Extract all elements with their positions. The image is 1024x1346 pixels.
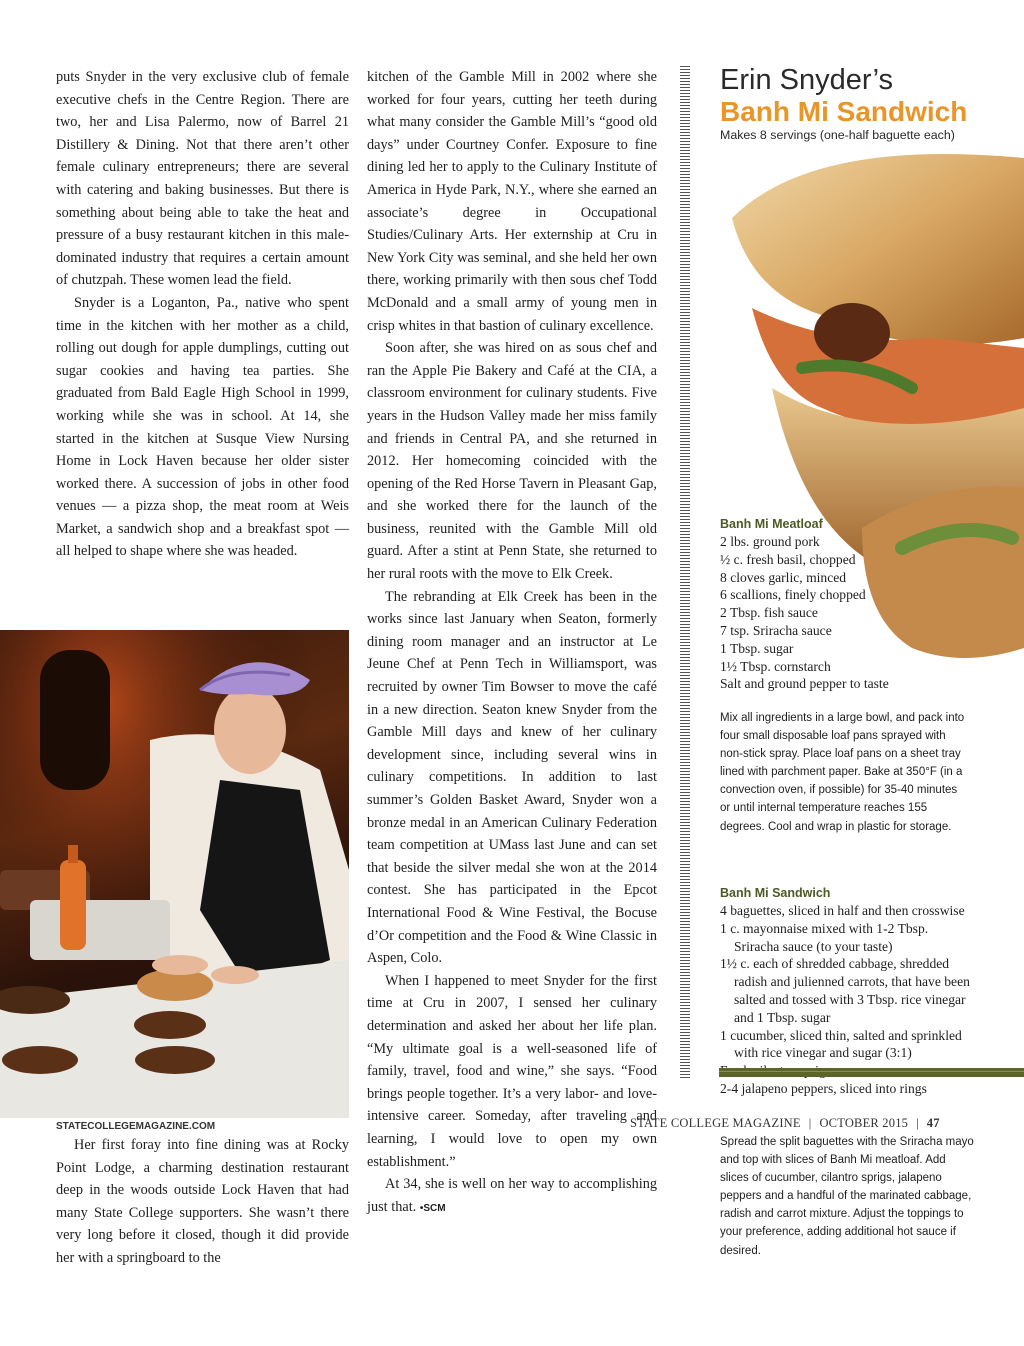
meatloaf-ingredient-list <box>720 533 960 693</box>
article-paragraph: When I happened to meet Snyder for the first time at Cru in 2007, I sensed her culinary determination and asked her about her life plan. “My ultimate goal is a well-seasoned life of family, travel, food and wine,” she says. “Food brings people together. It’s a very labor- and love-intensive career. Someday, after traveling and learning, I would love to open my own establishment.” <box>367 972 657 1170</box>
ingredient-item: 7 tsp. Sriracha sauce <box>720 622 832 638</box>
article-column-1-top <box>56 66 349 563</box>
footer-website: STATECOLLEGEMAGAZINE.COM <box>56 1121 216 1132</box>
ingredient-item: 8 cloves garlic, minced <box>720 569 847 585</box>
footer-magazine: STATE COLLEGE MAGAZINE <box>630 1116 801 1130</box>
meatloaf-heading: Banh Mi Meatloaf <box>720 517 823 531</box>
article-last-text: At 34, she is well on her way to accomplishing just that. <box>367 1176 657 1215</box>
ingredient-item: 1½ c. each of shredded cabbage, shredded radish and julienned carrots, that have been salted and tossed with 3 Tbsp. rice vinegar and 1 Tbsp. sugar <box>720 956 970 1025</box>
article-paragraph: Snyder is a Loganton, Pa., native who spent time in the kitchen with her mother as a child, rolling out dough for apple dumplings, cutting out sugar cookies and having tea parties. She graduated from Bald Eagle High School in 1999, working while she was in school. At 14, she started in the kitchen at Susque View Nursing Home in Lock Haven because her older sister worked there. A succession of jobs in other food venues — a pizza shop, the meat room at Weis Market, a sandwich shop and a breakfast spot — all helped to shape where she was headed. <box>56 294 349 560</box>
ingredient-item: 1 cucumber, sliced thin, salted and sprinkled with rice vinegar and sugar (3:1) <box>720 1027 962 1061</box>
recipe-title-line-1: Erin Snyder’s <box>720 64 894 96</box>
article-paragraph: Her first foray into fine dining was at Rocky Point Lodge, a charming destination restaurant deep in the woods outside Lock Haven that had many State College supporters. She wasn’t there very long before it closed, though it did provide her with a springboard to the <box>56 1137 349 1266</box>
ingredient-item: 1 Tbsp. sugar <box>720 640 794 656</box>
meatloaf-ingredients <box>720 517 960 693</box>
article-paragraph: Soon after, she was hired on as sous chef and ran the Apple Pie Bakery and Café at the CIA, a classroom environment for culinary students. Five years in the Hudson Valley made her miss family and friends in Central PA, and she returned in 2012. Her homecoming coincided with the opening of the Red Horse Tavern in Pleasant Gap, and she worked there for the launch of the business, reunited with the Gamble Mill old guard. After a stint at Penn State, she returned to her rural roots with the move to Elk Creek. <box>367 340 657 583</box>
ingredient-item: 1½ Tbsp. cornstarch <box>720 658 831 674</box>
recipe-servings: Makes 8 servings (one-half baguette each) <box>720 128 955 142</box>
footer-issue: OCTOBER 2015 <box>819 1116 909 1130</box>
article-column-1-bottom <box>56 1134 349 1270</box>
page-number: 47 <box>926 1116 940 1130</box>
article-paragraph-last <box>367 1173 657 1220</box>
footer-separator: | <box>808 1116 812 1130</box>
ingredient-item: 6 scallions, finely chopped <box>720 587 866 603</box>
ingredient-item: Salt and ground pepper to taste <box>720 676 889 692</box>
meatloaf-method: Mix all ingredients in a large bowl, and pack into four small disposable loaf pans sprayed with non-stick spray. Place loaf pans on a sheet tray lined with parchment paper. Bake at 350°F (in a convection oven, if possible) for 35-40 minutes or until internal temperature reaches 155 degrees. Cool and wrap in plastic for storage. <box>720 712 965 833</box>
ingredient-item: 4 baguettes, sliced in half and then crosswise <box>720 903 965 918</box>
end-mark: •SCM <box>419 1202 446 1214</box>
article-paragraph: puts Snyder in the very exclusive club of female executive chefs in the Centre Region. There are two, her and Lisa Palermo, now of Barrel 21 Distillery & Dining. Not that there aren’t other female culinary entrepreneurs; there are several with catering and baking businesses. But there is something about being able to take the heat and pressure of a busy restaurant kitchen in this male-dominated industry that requires a certain amount of chutzpah. These women lead the field. <box>56 69 349 289</box>
article-paragraph: The rebranding at Elk Creek has been in the works since last January when Seaton, formerly dining room manager and an instructor at Le Jeune Chef at Penn Tech in Williamsport, was recruited by owner Tim Bowser to move the café in a new direction. Seaton knew Snyder from the Gamble Mill days and knew of her culinary development since, including several wins in culinary competitions. In addition to last summer’s Golden Basket Award, Snyder won a bronze medal in an American Culinary Federation team competition at UMass last June and can set that beside the silver medal she won at the 2014 contest. She has participated in the Epcot International Food & Wine Festival, the Bocuse d’Or competition and the Food & Wine Classic in Aspen, Colo. <box>367 588 657 967</box>
footer-folio <box>630 1116 940 1131</box>
ingredient-item: 2 Tbsp. fish sauce <box>720 605 818 621</box>
ingredient-item: ½ c. fresh basil, chopped <box>720 551 856 567</box>
recipe-title-line-2: Banh Mi Sandwich <box>720 96 968 127</box>
chef-photo <box>0 630 349 1118</box>
article-column-2 <box>367 66 657 1220</box>
ingredient-item: 2-4 jalapeno peppers, sliced into rings <box>720 1080 927 1096</box>
ingredient-item: 2 lbs. ground pork <box>720 534 820 549</box>
sandwich-ingredients <box>720 886 970 1098</box>
column-divider <box>680 66 690 1078</box>
article-paragraph: kitchen of the Gamble Mill in 2002 where she worked for four years, cutting her teeth during what many consider the Gamble Mill’s “good old days” under Courtney Confer. Exposure to fine dining led her to apply to the Culinary Institute of America in Hyde Park, N.Y., where she earned an associate’s degree in Occupational Studies/Culinary Arts. Her externship at Cru in New York City was seminal, and she held her own there, working primarily with then sous chef Todd McDonald and a small army of young men in crisp whites in that bastion of culinary excellence. <box>367 69 657 334</box>
ingredient-item: 1 c. mayonnaise mixed with 1-2 Tbsp. Sriracha sauce (to your taste) <box>720 920 929 954</box>
footer-separator: | <box>916 1116 919 1130</box>
sandwich-heading: Banh Mi Sandwich <box>720 886 831 900</box>
sandwich-method: Spread the split baguettes with the Sriracha mayo and top with slices of Banh Mi meatloaf. Add slices of cucumber, cilantro sprigs, jalapeno peppers and a handful of the marinated cabbage, radish and carrot mixture. Adjust the toppings to your preference, adding additional hot sauce if desired. <box>720 1136 974 1257</box>
recipe-bottom-rule <box>719 1068 1024 1077</box>
